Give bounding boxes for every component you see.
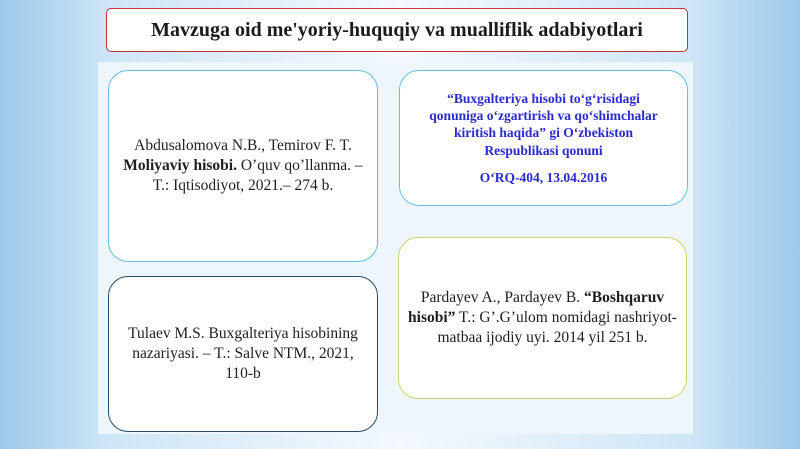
reference-text	[407, 288, 678, 348]
reference-details: T.: G’.G’ulom nomidagi nashriyot-matbaa ijodiy uyi. 2014 yil 251 b.	[437, 308, 677, 347]
reference-card-tulaev	[108, 276, 378, 432]
reference-card-abdusalomova	[108, 70, 378, 262]
reference-authors: Abdusalomova N.B., Temirov F. T.	[134, 136, 352, 154]
slide-title-text: Mavzuga oid me'yoriy-huquqiy va mualliflik adabiyotlari	[151, 18, 643, 41]
reference-book-title: “Boshqaruv hisobi”	[408, 288, 665, 326]
law-title: “Buxgalteriya hisobi to‘g‘risidagi qonuniga o‘zgartirish va qo‘shimchalar kiritish haqida” gi O‘zbekiston Respublikasi qonuni	[429, 90, 658, 158]
reference-text: Tulaev M.S. Buxgalteriya hisobining nazariyasi. – T.: Salve NTM., 2021, 110-b	[128, 324, 358, 383]
reference-card-law	[399, 70, 688, 206]
law-number: O‘RQ-404, 13.04.2016	[479, 169, 608, 185]
reference-authors: Pardayev A., Pardayev B.	[420, 288, 585, 306]
reference-text	[123, 136, 363, 196]
reference-text	[420, 90, 667, 186]
slide-title	[106, 8, 688, 52]
reference-details: O’quv qo’llanma. –T.: Iqtisodiyot, 2021.– 274 b.	[152, 156, 363, 195]
reference-card-pardayev	[398, 237, 687, 399]
reference-book-title: Moliyaviy hisobi.	[123, 156, 237, 174]
